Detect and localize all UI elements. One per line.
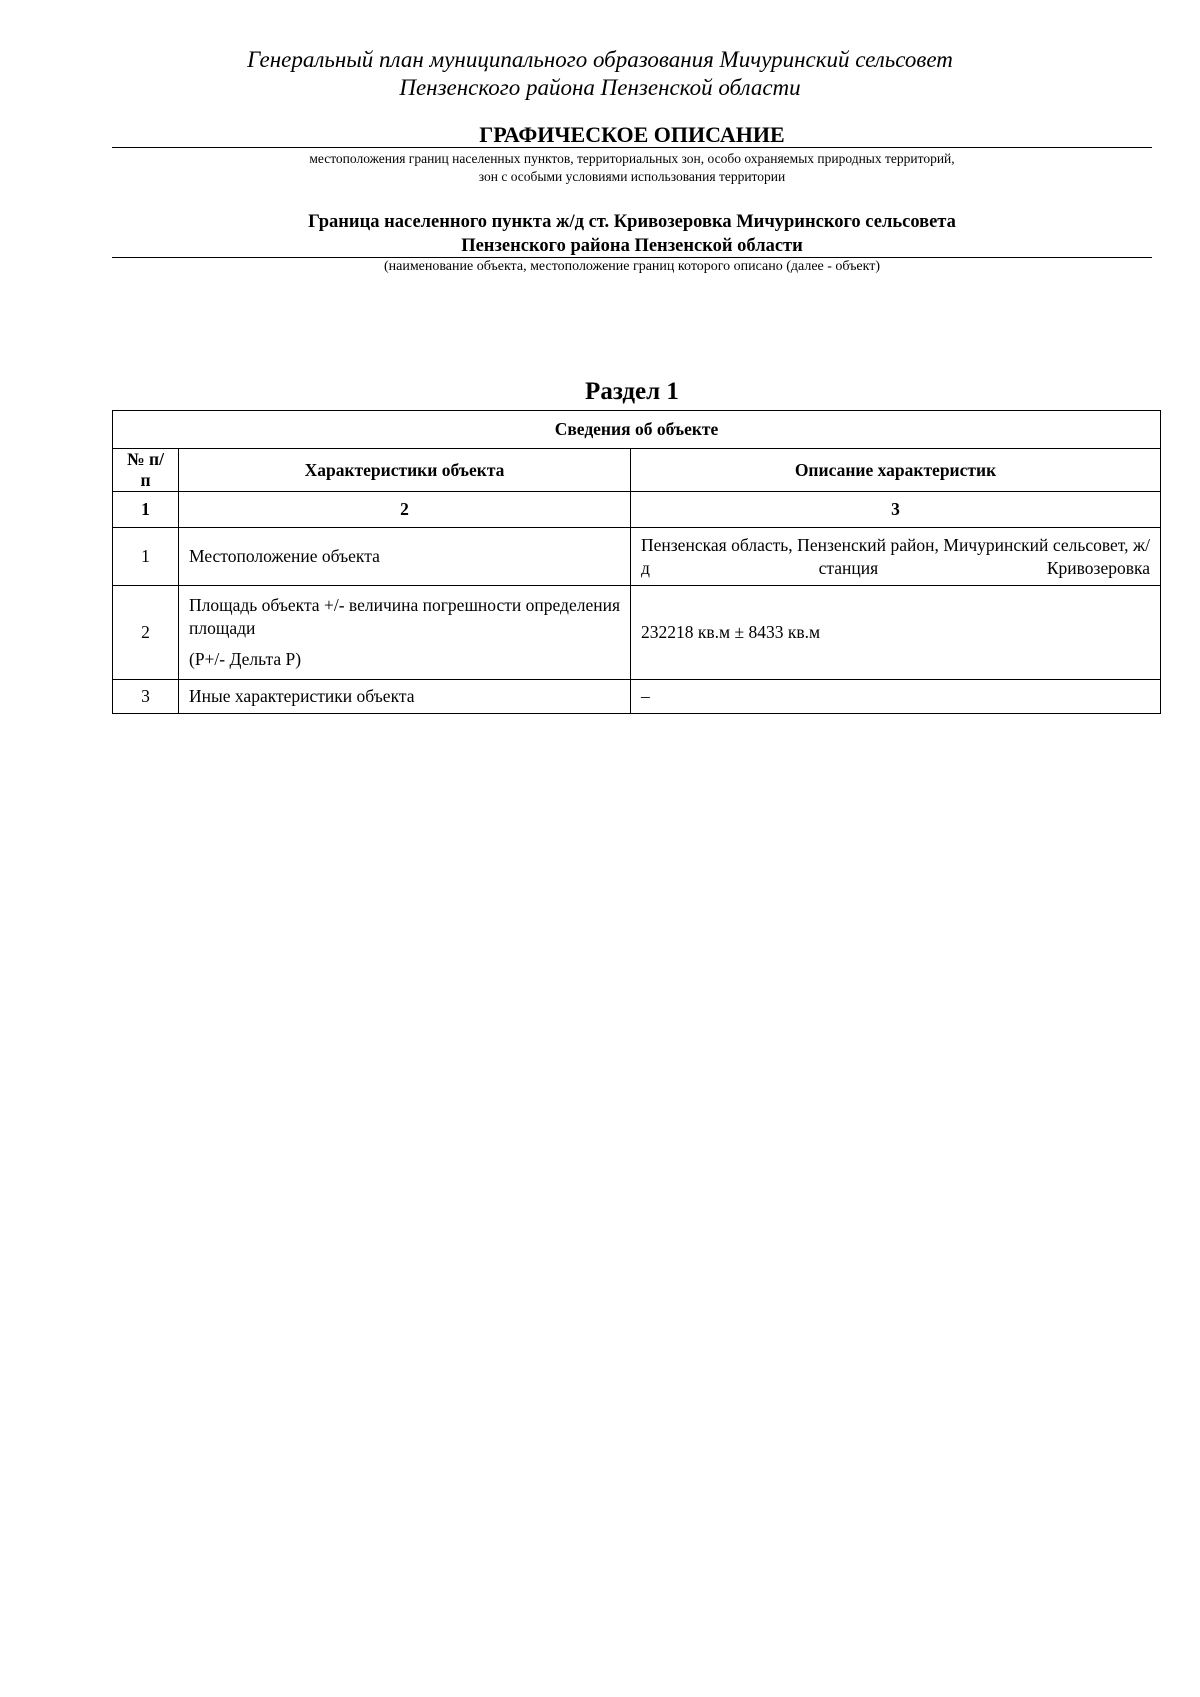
object-name-line-2: Пензенского района Пензенской области: [461, 236, 803, 256]
table-row: [113, 528, 1161, 586]
document-header: [0, 46, 1200, 102]
table-row: [113, 680, 1161, 714]
object-name: [112, 210, 1152, 258]
column-number-row: [113, 492, 1161, 528]
column-number-3: 3: [631, 492, 1161, 528]
row-description: –: [631, 680, 1161, 714]
row-characteristic: Площадь объекта +/- величина погрешности определения площади: [189, 595, 620, 638]
section-title: Раздел 1: [585, 378, 679, 405]
subtitle-line-1: местоположения границ населенных пунктов, территориальных зон, особо охраняемых природных территорий,: [309, 151, 955, 166]
row-number: 3: [113, 680, 179, 714]
table-row: [113, 586, 1161, 680]
row-characteristic: Местоположение объекта: [179, 528, 631, 586]
row-description: Пензенская область, Пензенский район, Мичуринский сельсовет, ж/д станция Кривозеровка: [631, 528, 1161, 586]
column-header-number: № п/п: [113, 449, 179, 492]
document-subtitle: [112, 150, 1152, 186]
subtitle-line-2: зон с особыми условиями использования территории: [478, 169, 786, 184]
row-number: 2: [113, 586, 179, 680]
table-caption-row: [113, 411, 1161, 449]
document-title: ГРАФИЧЕСКОЕ ОПИСАНИЕ: [479, 122, 785, 147]
row-number: 1: [113, 528, 179, 586]
table-header-row: [113, 449, 1161, 492]
column-header-description: Описание характеристик: [631, 449, 1161, 492]
column-number-2: 2: [179, 492, 631, 528]
row-description: 232218 кв.м ± 8433 кв.м: [631, 586, 1161, 680]
object-info-table: [112, 410, 1161, 714]
header-line-2: Пензенского района Пензенской области: [399, 75, 801, 100]
object-caption: (наименование объекта, местоположение границ которого описано (далее - объект): [383, 259, 881, 274]
column-number-1: 1: [113, 492, 179, 528]
table-caption: Сведения об объекте: [113, 411, 1161, 449]
row-characteristic: Иные характеристики объекта: [179, 680, 631, 714]
row-characteristic-cell: [179, 586, 631, 680]
title-underline: [112, 147, 1152, 148]
column-header-characteristic: Характеристики объекта: [179, 449, 631, 492]
row-characteristic-note: (P+/- Дельта P): [189, 649, 302, 669]
object-name-line-1: Граница населенного пункта ж/д ст. Кривозеровка Мичуринского сельсовета: [308, 212, 956, 232]
header-line-1: Генеральный план муниципального образования Мичуринский сельсовет: [247, 47, 953, 72]
